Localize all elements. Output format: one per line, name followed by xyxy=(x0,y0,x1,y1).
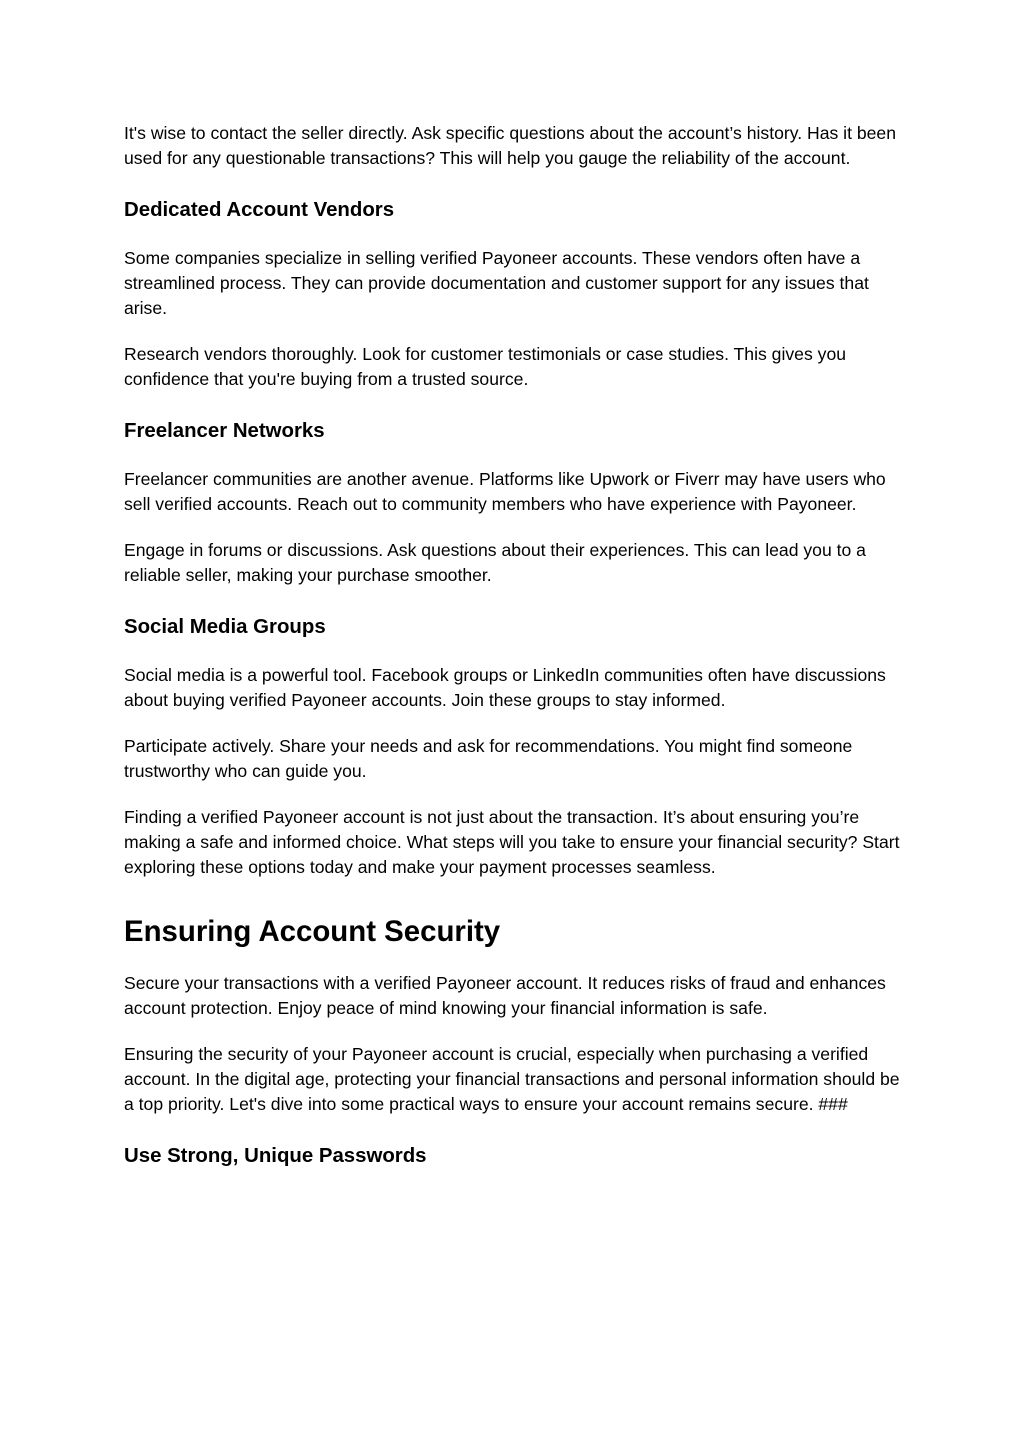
heading-strong-unique-passwords: Use Strong, Unique Passwords xyxy=(124,1145,427,1167)
paragraph-vendors-2: Research vendors thoroughly. Look for customer testimonials or case studies. This gives you confidence that you're buying from a trusted source. xyxy=(124,344,847,389)
paragraph-contact-seller: It's wise to contact the seller directly. Ask specific questions about the account’s history. Has it been used for any questionable transactions? This will help you gauge the reliability of the account. xyxy=(124,123,897,168)
paragraph-social-1: Social media is a powerful tool. Facebook groups or LinkedIn communities often have discussions about buying verified Payoneer accounts. Join these groups to stay informed. xyxy=(124,665,886,710)
heading-dedicated-account-vendors: Dedicated Account Vendors xyxy=(124,199,395,221)
paragraph-security-2: Ensuring the security of your Payoneer account is crucial, especially when purchasing a verified account. In the digital age, protecting your financial transactions and personal information should be a top priority. Let's dive into some practical ways to ensure your account remains secure. ### xyxy=(124,1044,900,1114)
heading-freelancer-networks: Freelancer Networks xyxy=(124,420,325,442)
heading-ensuring-account-security: Ensuring Account Security xyxy=(124,915,501,948)
paragraph-social-3: Finding a verified Payoneer account is not just about the transaction. It’s about ensuring you’re making a safe and informed choice. What steps will you take to ensure your financial security? Start exploring these options today and make your payment processes seamless. xyxy=(124,807,900,877)
paragraph-security-1: Secure your transactions with a verified Payoneer account. It reduces risks of fraud and enhances account protection. Enjoy peace of mind knowing your financial information is safe. xyxy=(124,973,886,1018)
paragraph-freelancer-2: Engage in forums or discussions. Ask questions about their experiences. This can lead you to a reliable seller, making your purchase smoother. xyxy=(124,540,866,585)
document-page xyxy=(124,121,904,1169)
paragraph-social-2: Participate actively. Share your needs and ask for recommendations. You might find someone trustworthy who can guide you. xyxy=(124,736,853,781)
heading-social-media-groups: Social Media Groups xyxy=(124,616,326,638)
paragraph-freelancer-1: Freelancer communities are another avenue. Platforms like Upwork or Fiverr may have users who sell verified accounts. Reach out to community members who have experience with Payoneer. xyxy=(124,469,886,514)
paragraph-vendors-1: Some companies specialize in selling verified Payoneer accounts. These vendors often have a streamlined process. They can provide documentation and customer support for any issues that arise. xyxy=(124,248,869,318)
